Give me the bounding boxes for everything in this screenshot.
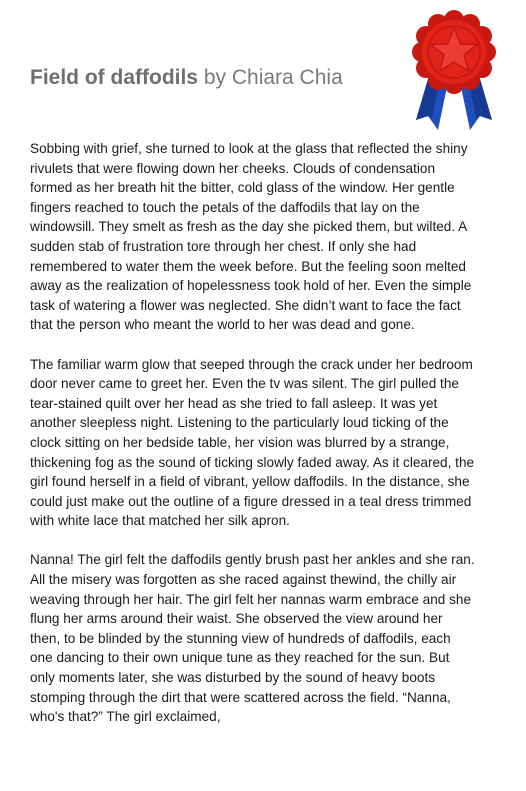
author-byline: by Chiara Chia bbox=[203, 66, 343, 89]
story-paragraph: Sobbing with grief, she turned to look at the glass that reflected the shiny rivulets that were flowing down her cheeks. Clouds of condensation formed as her breath hit the bitter, cold glass of the window. Her gentle fingers reached to touch the petals of the daffodils that lay on the windowsill. They smelt as fresh as the day she picked them, but wilted. A sudden stab of frustration tore through her chest. If only she had remembered to water them the week before. But the feeling soon melted away as the realization of hopelessness took hold of her. Even the simple task of watering a flower was neglected. She didn’t want to face the fact that the person who meant the world to her was dead and gone. bbox=[30, 141, 472, 333]
story-body bbox=[30, 139, 475, 746]
award-ribbon-star-icon bbox=[408, 6, 500, 134]
page-title bbox=[30, 64, 343, 92]
story-title: Field of daffodils bbox=[30, 66, 198, 89]
story-paragraph: The familiar warm glow that seeped through the crack under her bedroom door never came to greet her. Even the tv was silent. The girl pulled the tear-stained quilt over her head as she tried to fall asleep. It was yet another sleepless night. Listening to the particularly loud ticking of the clock sitting on her bedside table, her vision was blurred by a strange, thickening fog as the sound of ticking slowly faded away. As it cleared, the girl found herself in a field of vibrant, yellow daffodils. In the distance, she could just make out the outline of a figure dressed in a teal dress trimmed with white lace that matched her silk apron. bbox=[30, 356, 475, 529]
story-paragraph: Nanna! The girl felt the daffodils gently brush past her ankles and she ran. All the misery was forgotten as she raced against thewind, the chilly air weaving through her hair. The girl felt her nannas warm embrace and she flung her arms around their waist. She observed the view around her then, to be blinded by the stunning view of hundreds of daffodils, each one dancing to their own unique tune as they reached for the sun. But only moments later, she was disturbed by the sound of heavy boots stomping through the dirt that were scattered across the field. “Nanna, who's that?” The girl exclaimed, bbox=[30, 552, 475, 725]
